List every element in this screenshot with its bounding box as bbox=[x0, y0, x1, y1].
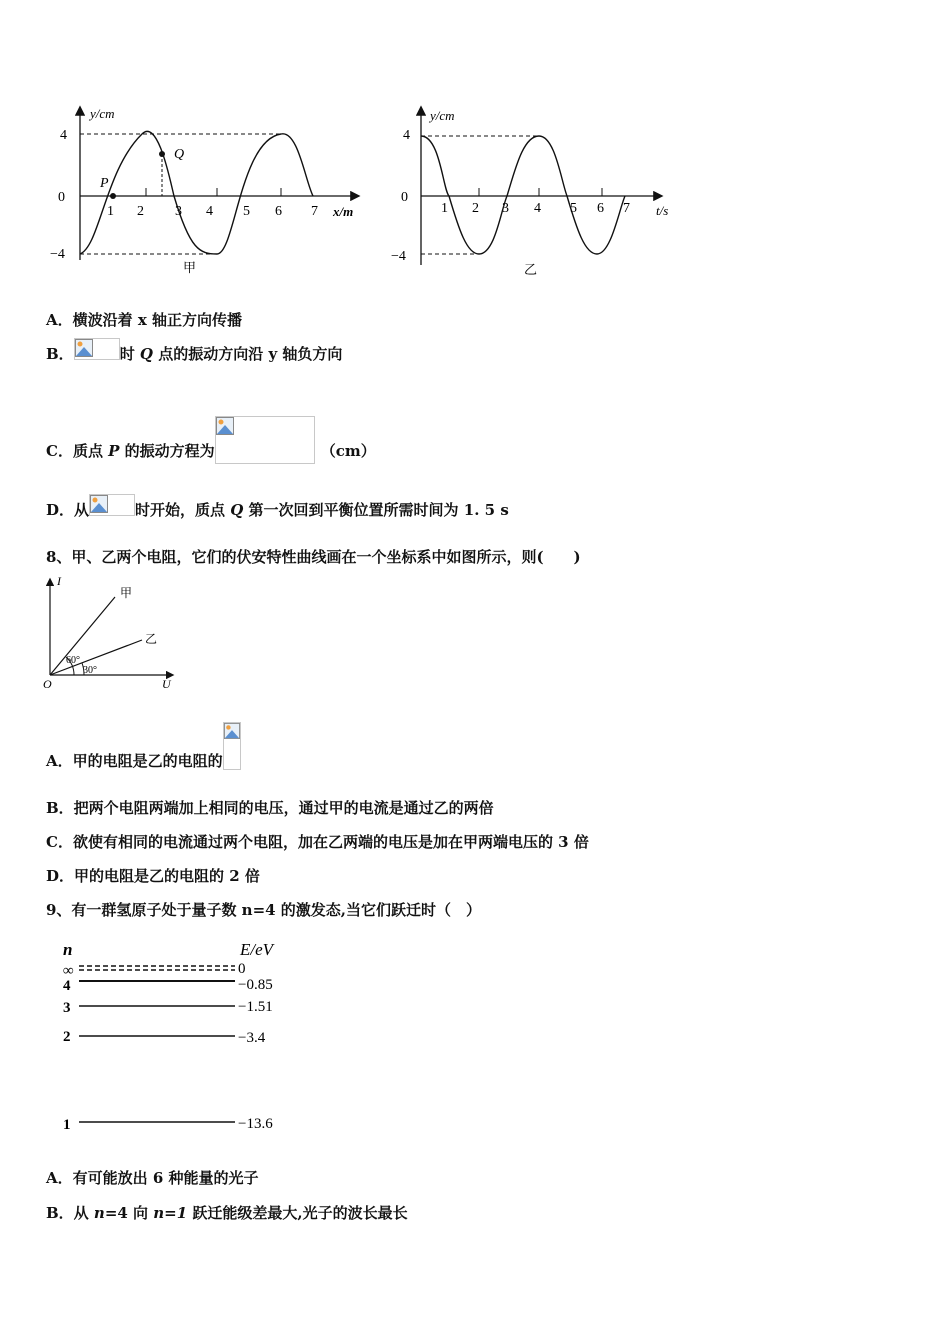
q9-option-b bbox=[46, 1203, 408, 1223]
xtick-1: 1 bbox=[107, 204, 114, 219]
xtick-5: 5 bbox=[243, 204, 250, 219]
iv-line-jia-label: 甲 bbox=[120, 586, 133, 600]
level-n-inf: ∞ bbox=[63, 963, 74, 979]
q7-option-c bbox=[46, 428, 376, 476]
level-n-2: 2 bbox=[63, 1029, 71, 1045]
q9-stem: 9、有一群氢原子处于量子数 n=4 的激发态,当它们跃迁时（ ） bbox=[46, 901, 482, 919]
q9-option-b-n4v: =4 向 bbox=[104, 1204, 154, 1222]
point-p-label: P bbox=[100, 176, 109, 191]
level-e-1: −13.6 bbox=[238, 1116, 273, 1132]
q7-option-d-after: 时开始，质点 bbox=[135, 501, 231, 519]
iv-graph bbox=[40, 575, 180, 693]
ytick-0-yi: 0 bbox=[401, 190, 408, 205]
energy-n-header: n bbox=[63, 940, 73, 959]
level-n-1: 1 bbox=[63, 1117, 71, 1133]
ttick-3: 3 bbox=[502, 201, 509, 216]
broken-image-icon bbox=[74, 338, 120, 360]
iv-angle-60: 60° bbox=[66, 655, 80, 666]
level-e-inf: 0 bbox=[238, 961, 246, 977]
q7-option-c-prefix: C．质点 bbox=[46, 442, 109, 460]
iv-xaxis-label: U bbox=[162, 677, 171, 691]
q7-option-d-q: Q bbox=[230, 501, 244, 519]
xlabel-jia: x/m bbox=[333, 204, 354, 219]
q8-option-a bbox=[46, 738, 241, 786]
level-e-3: −1.51 bbox=[238, 999, 273, 1015]
ytick-0: 0 bbox=[58, 190, 65, 205]
ytick-4: 4 bbox=[60, 128, 67, 143]
ytick-neg4-yi: −4 bbox=[391, 249, 406, 264]
q7-option-c-p: P bbox=[108, 442, 120, 460]
xtick-3: 3 bbox=[175, 204, 182, 219]
level-e-2: −3.4 bbox=[238, 1030, 266, 1046]
iv-line-yi-label: 乙 bbox=[145, 632, 158, 646]
q9-option-b-n: n bbox=[93, 1204, 105, 1222]
q7-option-d bbox=[46, 500, 509, 522]
q9-option-b-n1: n=1 bbox=[153, 1204, 188, 1222]
q7-option-d-prefix: D．从 bbox=[46, 501, 90, 519]
q7-option-b-rest: 点的振动方向沿 y 轴负方向 bbox=[153, 345, 343, 363]
iv-angle-30: 30° bbox=[83, 665, 97, 676]
level-n-4: 4 bbox=[63, 978, 71, 994]
iv-origin-label: O bbox=[43, 677, 52, 691]
xtick-7: 7 bbox=[311, 204, 318, 219]
xtick-2: 2 bbox=[137, 204, 144, 219]
q9-option-b-rest: 跃迁能级差最大,光子的波长最长 bbox=[187, 1204, 408, 1222]
level-n-3: 3 bbox=[63, 1000, 71, 1016]
level-e-4: −0.85 bbox=[238, 977, 273, 993]
q8-option-a-text: A．甲的电阻是乙的电阻的 bbox=[46, 752, 223, 770]
q8-stem: 8、甲、乙两个电阻，它们的伏安特性曲线画在一个坐标系中如图所示，则( ) bbox=[46, 548, 581, 566]
broken-image-icon bbox=[223, 722, 241, 770]
q7-option-c-unit: （cm） bbox=[320, 442, 376, 460]
xtick-4: 4 bbox=[206, 204, 213, 219]
iv-yaxis-label: I bbox=[57, 575, 61, 588]
q9-option-b-prefix: B．从 bbox=[46, 1204, 94, 1222]
q9-option-a: A．有可能放出 6 种能量的光子 bbox=[46, 1169, 259, 1187]
q7-option-a: A．横波沿着 x 轴正方向传播 bbox=[46, 311, 243, 329]
energy-e-header: E/eV bbox=[240, 940, 274, 959]
ttick-1: 1 bbox=[441, 201, 448, 216]
q7-option-c-rest: 的振动方程为 bbox=[119, 442, 215, 460]
ylabel-jia: y/cm bbox=[90, 106, 115, 121]
q8-option-c: C．欲使有相同的电流通过两个电阻，加在乙两端的电压是加在甲两端电压的 3 倍 bbox=[46, 833, 589, 851]
q7-option-b-after: 时 bbox=[119, 345, 140, 363]
xtick-6: 6 bbox=[275, 204, 282, 219]
ytick-neg4: −4 bbox=[50, 247, 65, 262]
q7-option-b bbox=[46, 344, 342, 366]
point-q-label: Q bbox=[174, 147, 185, 162]
ttick-2: 2 bbox=[472, 201, 479, 216]
energy-level-diagram bbox=[55, 935, 305, 1135]
ttick-7: 7 bbox=[623, 201, 630, 216]
ylabel-yi: y/cm bbox=[430, 108, 455, 123]
q7-option-b-prefix: B． bbox=[46, 345, 74, 363]
q8-option-b: B．把两个电阻两端加上相同的电压，通过甲的电流是通过乙的两倍 bbox=[46, 799, 494, 817]
caption-yi: 乙 bbox=[524, 262, 538, 277]
ttick-6: 6 bbox=[597, 201, 604, 216]
q7-option-b-q: Q bbox=[139, 345, 153, 363]
ytick-4-yi: 4 bbox=[403, 128, 410, 143]
q8-option-d: D．甲的电阻是乙的电阻的 2 倍 bbox=[46, 867, 260, 885]
ttick-4: 4 bbox=[534, 201, 541, 216]
broken-image-icon bbox=[215, 416, 315, 464]
caption-jia: 甲 bbox=[183, 260, 197, 275]
q7-option-d-rest: 第一次回到平衡位置所需时间为 1. 5 s bbox=[243, 501, 509, 519]
vibration-graph-yi bbox=[385, 100, 685, 280]
wave-graph-jia bbox=[40, 100, 380, 280]
broken-image-icon bbox=[89, 494, 135, 516]
xlabel-yi: t/s bbox=[656, 203, 669, 218]
ttick-5: 5 bbox=[570, 201, 577, 216]
